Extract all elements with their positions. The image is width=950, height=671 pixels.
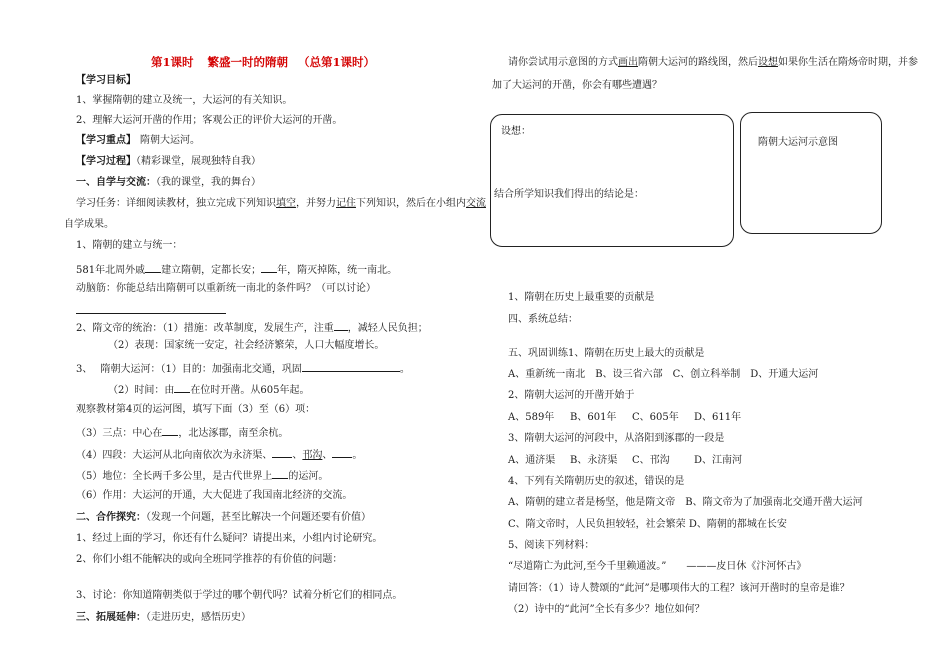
exercise-heading: 五、巩固训练1、隋朝在历史上最大的贡献是 xyxy=(508,348,705,359)
intro-text-c: 如果你生活在隋炀帝时期，并参 xyxy=(778,57,918,68)
focus-heading: 【学习重点】 xyxy=(76,135,136,146)
question-3-time xyxy=(108,382,309,397)
q1-text-b: 建立隋朝，定都长安； xyxy=(161,265,262,276)
question-3-line xyxy=(76,361,410,376)
intro-keyword-imagine: 设想 xyxy=(758,57,778,68)
item-5-text-b: 的运河。 xyxy=(288,471,329,482)
coop-2: 2、你们小组不能解决的或向全班同学推荐的有价值的问题： xyxy=(76,554,343,565)
blank-section-2[interactable] xyxy=(272,447,292,458)
item-4-sep-1: 、 xyxy=(292,450,303,461)
summary-heading: 四、系统总结： xyxy=(508,314,578,325)
title-total-count: （总第1课时） xyxy=(298,55,376,69)
ex2-option-a[interactable]: A、589年 xyxy=(508,412,555,423)
learning-task xyxy=(76,198,486,210)
blank-founder[interactable] xyxy=(145,262,161,273)
exercise-4-options-cd: C、隋文帝时，人民负担较轻，社会繁荣 D、隋朝的都城在长安 xyxy=(508,519,787,530)
item-4-end: 。 xyxy=(352,450,363,461)
item-5-line xyxy=(76,468,328,483)
objective-2: 2、理解大运河开凿的作用；客观公正的评价大运河的开凿。 xyxy=(76,115,343,126)
poem-quote: “尽道隋亡为此河,至今千里赖通波。” ———皮日休《汴河怀古》 xyxy=(508,561,807,572)
q3-text-a: 3、 隋朝大运河：（1）目的：加强南北交通，巩固 xyxy=(76,364,302,375)
item-3-text-b: ，北达涿郡，南至余杭。 xyxy=(178,428,289,439)
answer-line[interactable] xyxy=(76,313,226,314)
ex3-option-d[interactable]: D、江南河 xyxy=(694,455,743,466)
observe-prompt: 观察教材第4页的运河图，填写下面（3）至（6）项： xyxy=(76,404,316,415)
title-lesson-number: 第1课时 xyxy=(151,55,194,69)
exercise-1-options: A、重新统一南北 B、设三省六部 C、创立科举制 D、开通大运河 xyxy=(508,369,819,380)
objectives-heading: 【学习目标】 xyxy=(76,75,136,86)
blank-unify-year[interactable] xyxy=(261,262,277,273)
exercise-2: 2、隋朝大运河的开凿开始于 xyxy=(508,390,635,401)
question-2-line xyxy=(76,320,428,335)
q2-text-a: 2、隋文帝的统治：（1）措施：改革制度，发展生产，注重 xyxy=(76,323,334,334)
ex3-option-c[interactable]: C、邗沟 xyxy=(632,455,670,466)
task-keyword-fill: 填空 xyxy=(276,198,296,209)
right-intro-line-1 xyxy=(508,57,918,69)
blank-emperor[interactable] xyxy=(174,382,190,393)
item-5-text-a: （5）地位：全长两千多公里，是古代世界上 xyxy=(76,471,273,482)
q2-text-b: ，减轻人民负担； xyxy=(347,323,428,334)
blank-center[interactable] xyxy=(162,425,178,436)
coop-3: 3、讨论：你知道隋朝类似于学过的哪个朝代吗？试着分析它们的相同点。 xyxy=(76,590,403,601)
task-keyword-remember: 记住 xyxy=(336,198,356,209)
section-3-heading: 三、拓展延伸： xyxy=(76,612,146,623)
task-text-c: 下列知识，然后在小组内 xyxy=(356,198,466,209)
intro-text-b: 隋朝大运河的路线图，然后 xyxy=(638,57,758,68)
item-4-line xyxy=(76,447,362,462)
section-1-text: （我的课堂，我的舞台） xyxy=(156,177,261,188)
section-3-line xyxy=(76,612,251,624)
conclusion-label: 结合所学知识我们得出的结论是： xyxy=(494,189,644,200)
exercise-4-options-ab: A、隋朝的建立者是杨坚，他是隋文帝 B、隋文帝为了加强南北交通开凿大运河 xyxy=(508,497,863,508)
lesson-title xyxy=(151,56,375,70)
exercise-5: 5、阅读下列材料： xyxy=(508,540,595,551)
imagine-box[interactable] xyxy=(490,114,734,247)
ex3-option-a[interactable]: A、通济渠 xyxy=(508,455,556,466)
section-1-line xyxy=(76,177,261,189)
blank-purpose[interactable] xyxy=(302,361,400,372)
objective-1: 1、掌握隋朝的建立及统一，大运河的有关知识。 xyxy=(76,95,293,106)
item-4-hangou: 邗沟 xyxy=(302,450,323,461)
question-2-effect: （2）表现：国家统一安定，社会经济繁荣，人口大幅度增长。 xyxy=(108,340,385,351)
task-keyword-exchange: 交流 xyxy=(466,198,486,209)
title-topic: 繁盛一时的隋朝 xyxy=(207,55,289,69)
blank-section-4[interactable] xyxy=(332,447,352,458)
question-1-line xyxy=(76,262,397,277)
focus-line xyxy=(76,135,200,147)
section-1-heading: 一、自学与交流： xyxy=(76,177,156,188)
ex2-option-b[interactable]: B、601年 xyxy=(570,412,617,423)
q3-time-text-b: 在位时开凿。从605年起。 xyxy=(190,385,310,396)
coop-1: 1、经过上面的学习，你还有什么疑问？请提出来，小组内讨论研究。 xyxy=(76,533,383,544)
exercise-3-options xyxy=(508,455,742,467)
section-3-text: （走进历史，感悟历史） xyxy=(146,612,251,623)
section-2-text: （发现一个问题，甚至比解决一个问题还要有价值） xyxy=(146,512,371,523)
answer-prompt-2: （2）诗中的“此河”全长有多少？地位如何？ xyxy=(508,604,705,615)
process-heading: 【学习过程】 xyxy=(76,156,136,167)
process-line xyxy=(76,156,261,168)
process-text: （精彩课堂，展现独特自我） xyxy=(136,156,261,167)
answer-prompt-1: 请回答：（1）诗人赞颂的“此河”是哪项伟大的工程？该河开凿时的皇帝是谁？ xyxy=(508,583,850,594)
think-prompt: 动脑筋：你能总结出隋朝可以重新统一南北的条件吗？（可以讨论） xyxy=(76,283,376,294)
question-1-heading: 1、隋朝的建立与统一： xyxy=(76,240,183,251)
item-6-line: （6）作用：大运河的开通，大大促进了我国南北经济的交流。 xyxy=(76,490,353,501)
section-2-heading: 二、合作探究： xyxy=(76,512,146,523)
ex2-option-d[interactable]: D、611年 xyxy=(694,412,742,423)
right-intro-line-2: 加了大运河的开凿，你会有哪些遭遇？ xyxy=(492,80,662,91)
canal-map-box[interactable] xyxy=(740,112,882,234)
item-4-sep-2: 、 xyxy=(322,450,333,461)
focus-text: 隋朝大运河。 xyxy=(140,135,200,146)
q1-text-c: 年，隋灭掉陈，统一南北。 xyxy=(277,265,398,276)
item-4-text-a: （4）四段：大运河从北向南依次为永济渠、 xyxy=(76,450,273,461)
section-2-line xyxy=(76,512,371,524)
imagine-label: 设想： xyxy=(501,126,531,137)
q1-text-a: 581年北周外戚 xyxy=(76,265,146,276)
blank-focus[interactable] xyxy=(334,320,348,331)
exercise-2-options xyxy=(508,412,741,424)
q3-text-b: 。 xyxy=(399,364,410,375)
learning-task-cont: 自学成果。 xyxy=(64,219,114,230)
item-3-line xyxy=(76,425,288,440)
canal-map-label: 隋朝大运河示意图 xyxy=(758,137,838,148)
contribution-question: 1、隋朝在历史上最重要的贡献是 xyxy=(508,292,655,303)
intro-text-a: 请你尝试用示意图的方式 xyxy=(508,57,618,68)
exercise-3: 3、隋朝大运河的河段中，从洛阳到涿郡的一段是 xyxy=(508,433,725,444)
task-text-b: ，并努力 xyxy=(296,198,336,209)
ex2-option-c[interactable]: C、605年 xyxy=(632,412,679,423)
task-text-a: 学习任务：详细阅读教材，独立完成下列知识 xyxy=(76,198,276,209)
exercise-4: 4、下列有关隋朝历史的叙述，错误的是 xyxy=(508,476,685,487)
q3-time-text-a: （2）时间：由 xyxy=(108,385,175,396)
ex3-option-b[interactable]: B、永济渠 xyxy=(570,455,618,466)
item-3-text-a: （3）三点：中心在 xyxy=(76,428,163,439)
intro-keyword-draw: 画出 xyxy=(618,57,638,68)
blank-status[interactable] xyxy=(272,468,288,479)
